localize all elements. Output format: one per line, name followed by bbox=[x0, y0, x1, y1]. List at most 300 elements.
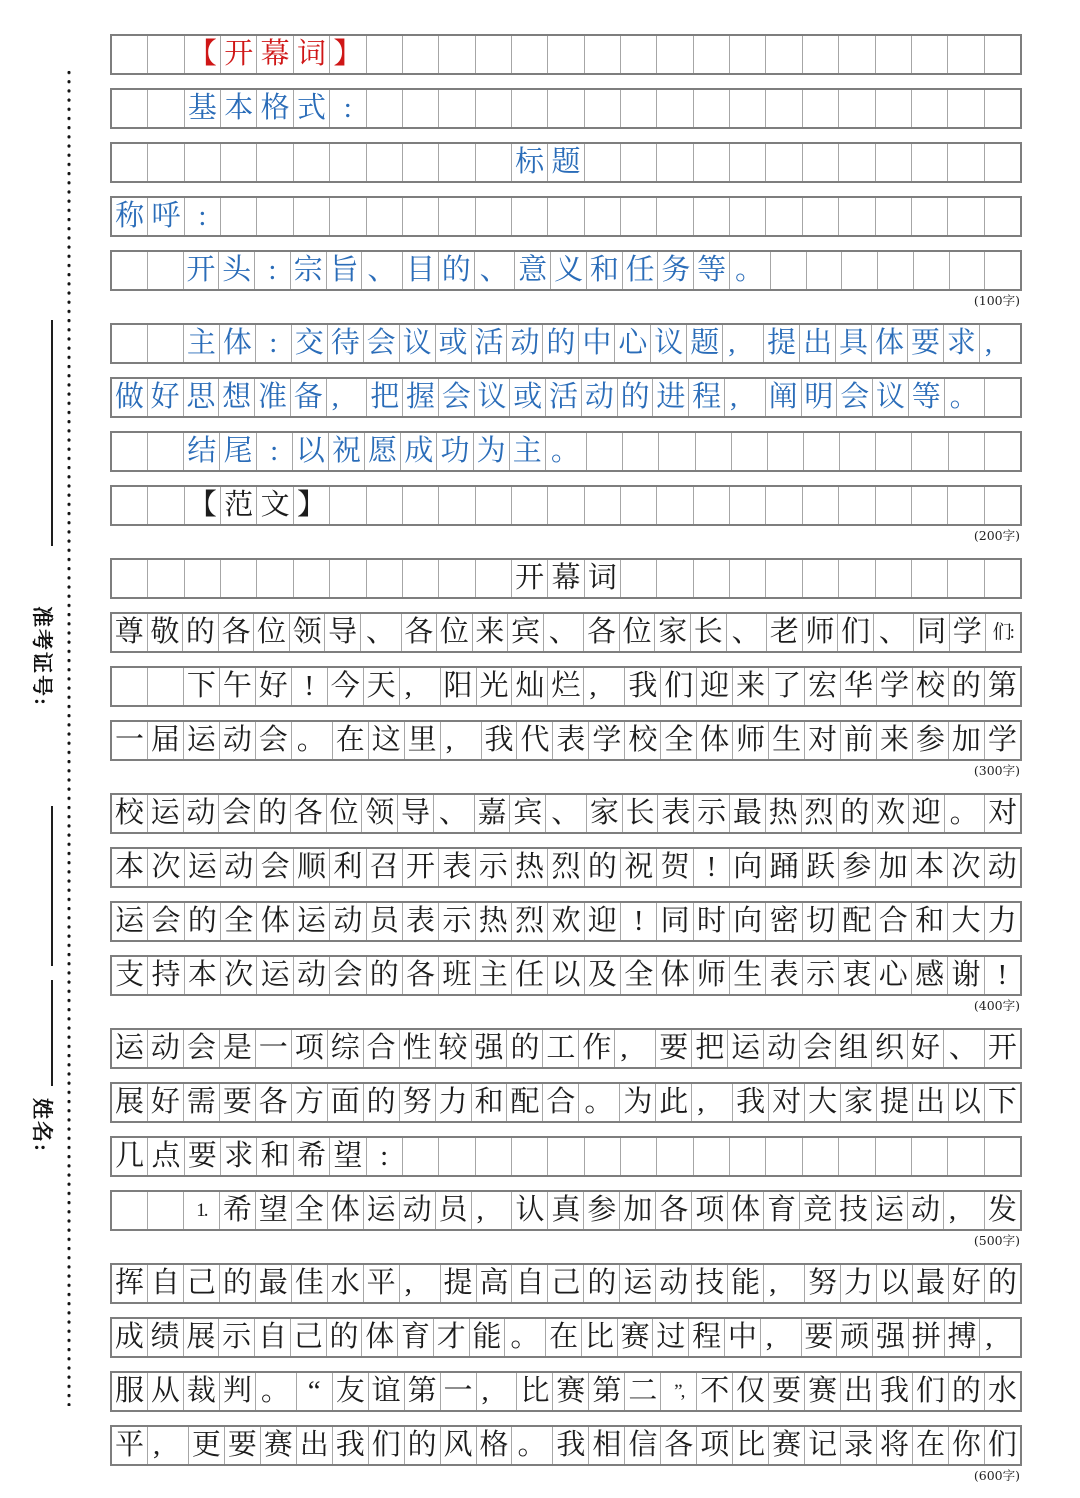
handwritten-character: 目 bbox=[406, 254, 436, 286]
grid-cell bbox=[588, 1373, 624, 1410]
handwritten-character: 迎 bbox=[587, 905, 617, 937]
handwritten-character: 把 bbox=[695, 1032, 725, 1064]
word-count-marker: (200字) bbox=[973, 528, 1020, 543]
word-count-marker: (500字) bbox=[973, 1233, 1020, 1248]
grid-cell bbox=[293, 903, 329, 940]
handwritten-character: 判 bbox=[222, 1375, 252, 1407]
grid-cell bbox=[801, 1319, 837, 1356]
handwritten-character: 好 bbox=[951, 1267, 981, 1299]
grid-cell bbox=[944, 1319, 980, 1356]
grid-cell bbox=[656, 90, 692, 127]
grid-cell bbox=[147, 795, 183, 832]
grid-cell bbox=[404, 722, 440, 759]
handwritten-character: 第 bbox=[592, 1375, 622, 1407]
grid-cell bbox=[545, 433, 586, 470]
grid-cell bbox=[652, 379, 688, 416]
grid-cell bbox=[112, 252, 147, 289]
grid-cell bbox=[765, 849, 801, 886]
grid-cell bbox=[112, 1192, 147, 1229]
handwritten-character: 平 bbox=[114, 1429, 144, 1461]
handwritten-character: 展 bbox=[186, 1321, 216, 1353]
handwritten-character: 工 bbox=[546, 1032, 576, 1064]
handwritten-character: 代 bbox=[520, 724, 550, 756]
grid-cell bbox=[984, 487, 1020, 524]
grid-cell bbox=[552, 1427, 588, 1464]
grid-cell bbox=[256, 487, 292, 524]
handwritten-character: 式 bbox=[296, 92, 326, 124]
grid-row bbox=[110, 142, 1022, 183]
grid-cell bbox=[839, 433, 875, 470]
grid-cell bbox=[219, 1084, 255, 1121]
handwritten-character: 以 bbox=[879, 1267, 909, 1299]
grid-cell bbox=[693, 957, 729, 994]
handwritten-character: 裁 bbox=[186, 1375, 216, 1407]
grid-cell bbox=[802, 487, 838, 524]
grid-cell bbox=[506, 1084, 542, 1121]
handwritten-character: 几 bbox=[115, 1140, 145, 1172]
grid-cell bbox=[511, 957, 547, 994]
grid-cell bbox=[912, 1084, 948, 1121]
handwritten-character: 提 bbox=[767, 327, 797, 359]
handwritten-character: 明 bbox=[804, 381, 834, 413]
grid-cell bbox=[765, 36, 801, 73]
grid-cell bbox=[695, 433, 731, 470]
handwritten-character: 、 bbox=[731, 616, 761, 648]
grid-cell bbox=[329, 144, 365, 181]
handwritten-character: 热 bbox=[768, 797, 798, 829]
grid-cell bbox=[875, 36, 911, 73]
handwritten-character: 师 bbox=[736, 724, 766, 756]
handwritten-character: 及 bbox=[587, 959, 617, 991]
handwritten-character: 要 bbox=[187, 1140, 217, 1172]
handwritten-character: 和 bbox=[589, 254, 619, 286]
grid-cell bbox=[368, 722, 404, 759]
handwritten-character: 配 bbox=[510, 1086, 540, 1118]
grid-cell bbox=[366, 849, 402, 886]
handwritten-character: 加 bbox=[878, 851, 908, 883]
handwritten-character: 任 bbox=[625, 254, 655, 286]
handwritten-character: 跃 bbox=[806, 851, 836, 883]
handwritten-character: 合 bbox=[546, 1086, 576, 1118]
handwritten-character: 体 bbox=[222, 327, 252, 359]
handwritten-character: 开 bbox=[987, 1032, 1017, 1064]
handwritten-character: 出 bbox=[844, 1375, 874, 1407]
grid-cell bbox=[876, 668, 912, 705]
grid-cell bbox=[511, 198, 547, 235]
handwritten-character: 第 bbox=[407, 1375, 437, 1407]
grid-cell bbox=[475, 1138, 511, 1175]
grid-cell bbox=[838, 903, 874, 940]
handwritten-character: 全 bbox=[294, 1194, 324, 1226]
grid-cell bbox=[363, 1192, 399, 1229]
handwritten-character: 幕 bbox=[260, 38, 290, 70]
handwritten-character: 成 bbox=[404, 435, 434, 467]
grid-cell bbox=[471, 1192, 512, 1229]
grid-cell bbox=[256, 198, 292, 235]
grid-cell bbox=[255, 325, 291, 362]
grid-cell bbox=[660, 1373, 696, 1410]
grid-row bbox=[110, 1371, 1022, 1412]
grid-cell bbox=[438, 252, 474, 289]
grid-cell bbox=[291, 1265, 327, 1302]
grid-cell bbox=[907, 325, 943, 362]
grid-row bbox=[110, 88, 1022, 129]
handwritten-character: 动 bbox=[296, 959, 326, 991]
handwritten-character: 欢 bbox=[875, 797, 905, 829]
grid-cell bbox=[542, 1030, 578, 1067]
handwritten-character: 体 bbox=[660, 959, 690, 991]
handwritten-character: 学 bbox=[952, 616, 982, 648]
handwritten-character: 愿 bbox=[368, 435, 398, 467]
handwritten-character: 范 bbox=[224, 489, 254, 521]
handwritten-character: 议 bbox=[477, 381, 507, 413]
handwritten-character: 。 bbox=[296, 724, 326, 756]
grid-cell bbox=[985, 614, 1021, 651]
grid-cell bbox=[361, 252, 402, 289]
handwritten-character: 佳 bbox=[294, 1267, 324, 1299]
grid-cell bbox=[183, 379, 219, 416]
handwritten-character: 动 bbox=[767, 1032, 797, 1064]
handwritten-character: 交 bbox=[294, 327, 324, 359]
handwritten-character: 为 bbox=[623, 1086, 653, 1118]
grid-row bbox=[110, 558, 1022, 599]
handwritten-character: ! bbox=[997, 959, 1008, 991]
handwritten-character: 运 bbox=[260, 959, 290, 991]
handwritten-character: 热 bbox=[478, 905, 508, 937]
grid-cell bbox=[835, 325, 871, 362]
grid-cell bbox=[147, 252, 183, 289]
grid-cell bbox=[806, 252, 842, 289]
grid-cell bbox=[875, 487, 911, 524]
handwritten-character: 头 bbox=[222, 254, 252, 286]
grid-cell bbox=[218, 379, 254, 416]
grid-cell bbox=[984, 1030, 1020, 1067]
handwritten-character: 搏 bbox=[947, 1321, 977, 1353]
grid-cell bbox=[326, 252, 362, 289]
handwritten-character: 或 bbox=[438, 327, 468, 359]
handwritten-character: 程 bbox=[692, 381, 722, 413]
grid-cell bbox=[586, 252, 622, 289]
handwritten-character: 要 bbox=[772, 1375, 802, 1407]
name-blank-line bbox=[51, 980, 53, 1086]
grid-cell bbox=[871, 1030, 907, 1067]
grid-cell bbox=[481, 722, 517, 759]
word-count-marker: (300字) bbox=[973, 763, 1020, 778]
grid-cell bbox=[255, 1030, 291, 1067]
grid-cell bbox=[112, 560, 147, 597]
grid-row bbox=[110, 847, 1022, 888]
grid-cell bbox=[656, 560, 692, 597]
handwritten-character: 己 bbox=[293, 1321, 323, 1353]
handwritten-character: 里 bbox=[407, 724, 437, 756]
grid-cell bbox=[184, 1138, 220, 1175]
grid-cell bbox=[948, 1373, 984, 1410]
grid-cell bbox=[835, 1192, 871, 1229]
handwritten-character: 导 bbox=[328, 616, 358, 648]
grid-cell bbox=[620, 1138, 656, 1175]
handwritten-character: 幕 bbox=[551, 562, 581, 594]
handwritten-character: 好 bbox=[910, 1032, 940, 1064]
handwritten-character: “ bbox=[307, 1375, 321, 1407]
grid-cell bbox=[912, 1265, 948, 1302]
handwritten-character: 欢 bbox=[551, 905, 581, 937]
handwritten-character: 面 bbox=[330, 1086, 360, 1118]
grid-cell bbox=[112, 36, 147, 73]
handwritten-character: 赛 bbox=[620, 1321, 650, 1353]
handwritten-character: 出 bbox=[299, 1429, 329, 1461]
grid-cell bbox=[112, 1030, 147, 1067]
grid-cell bbox=[183, 1265, 219, 1302]
grid-cell bbox=[147, 560, 183, 597]
handwritten-character: 的 bbox=[951, 1375, 981, 1407]
handwritten-character: 各 bbox=[664, 1429, 694, 1461]
handwritten-character: 自 bbox=[150, 1267, 180, 1299]
handwritten-character: 学 bbox=[879, 670, 909, 702]
grid-cell bbox=[402, 90, 438, 127]
grid-cell bbox=[402, 252, 438, 289]
grid-cell bbox=[218, 1319, 254, 1356]
grid-cell bbox=[404, 1427, 440, 1464]
grid-cell bbox=[112, 903, 147, 940]
grid-cell bbox=[984, 849, 1020, 886]
handwritten-character: 们: bbox=[992, 622, 1013, 643]
grid-cell bbox=[722, 325, 763, 362]
handwritten-character: 的 bbox=[407, 1429, 437, 1461]
handwritten-character: 待 bbox=[330, 327, 360, 359]
handwritten-character: 务 bbox=[661, 254, 691, 286]
grid-row bbox=[110, 666, 1022, 707]
handwritten-character: 中 bbox=[727, 1321, 757, 1353]
grid-cell bbox=[506, 1030, 542, 1067]
handwritten-character: 次 bbox=[151, 851, 181, 883]
grid-cell bbox=[184, 849, 220, 886]
handwritten-character: 水 bbox=[330, 1267, 360, 1299]
grid-cell bbox=[112, 487, 147, 524]
grid-cell bbox=[802, 1138, 838, 1175]
grid-cell bbox=[293, 487, 329, 524]
grid-cell bbox=[332, 1373, 368, 1410]
handwritten-character: 宾 bbox=[513, 797, 543, 829]
handwritten-character: 会 bbox=[441, 381, 471, 413]
handwritten-character: 动 bbox=[402, 1194, 432, 1226]
grid-row bbox=[110, 793, 1022, 834]
handwritten-character: 灿 bbox=[515, 670, 545, 702]
grid-cell bbox=[802, 144, 838, 181]
grid-cell bbox=[732, 668, 768, 705]
handwritten-character: 呼 bbox=[151, 200, 181, 232]
grid-cell bbox=[435, 1084, 471, 1121]
handwritten-character: 准 bbox=[257, 381, 287, 413]
handwritten-character: 师 bbox=[696, 959, 726, 991]
handwritten-character: 迎 bbox=[700, 670, 730, 702]
handwritten-character: 生 bbox=[733, 959, 763, 991]
handwritten-character: 提 bbox=[443, 1267, 473, 1299]
handwritten-character: 主 bbox=[512, 435, 542, 467]
grid-cell bbox=[256, 36, 292, 73]
handwritten-character: 们 bbox=[841, 616, 871, 648]
handwritten-character: 开 bbox=[224, 38, 254, 70]
grid-cell bbox=[329, 903, 365, 940]
handwritten-character: 比 bbox=[520, 1375, 550, 1407]
grid-cell bbox=[471, 325, 507, 362]
handwritten-character: 同 bbox=[660, 905, 690, 937]
handwritten-character: 方 bbox=[294, 1086, 324, 1118]
handwritten-character: 称 bbox=[115, 200, 145, 232]
grid-cell bbox=[836, 1319, 872, 1356]
handwritten-character: 的 bbox=[546, 327, 576, 359]
handwritten-character: 强 bbox=[875, 1321, 905, 1353]
grid-cell bbox=[147, 1427, 188, 1464]
grid-cell bbox=[404, 1373, 440, 1410]
grid-cell bbox=[438, 379, 474, 416]
handwritten-character: 示 bbox=[806, 959, 836, 991]
grid-cell bbox=[220, 36, 256, 73]
name-label: 姓名: bbox=[30, 1098, 54, 1153]
handwritten-character: 运 bbox=[366, 1194, 396, 1226]
grid-cell bbox=[614, 325, 650, 362]
grid-cell bbox=[654, 614, 690, 651]
handwritten-character: 求 bbox=[946, 327, 976, 359]
handwritten-character: 。 bbox=[517, 1429, 547, 1461]
handwritten-character: 。 bbox=[260, 1375, 290, 1407]
handwritten-character: , bbox=[697, 1086, 705, 1118]
grid-cell bbox=[912, 668, 948, 705]
grid-cell bbox=[984, 252, 1020, 289]
handwritten-character: 努 bbox=[402, 1086, 432, 1118]
grid-cell bbox=[693, 849, 729, 886]
handwritten-character: 了 bbox=[772, 670, 802, 702]
grid-cell bbox=[296, 1373, 332, 1410]
grid-cell bbox=[804, 1084, 840, 1121]
handwritten-character: 时 bbox=[696, 905, 726, 937]
handwritten-character: 烈 bbox=[551, 851, 581, 883]
grid-cell bbox=[291, 1084, 327, 1121]
grid-cell bbox=[547, 90, 583, 127]
grid-cell bbox=[693, 487, 729, 524]
handwritten-character: 需 bbox=[186, 1086, 216, 1118]
grid-cell bbox=[254, 252, 290, 289]
grid-cell bbox=[984, 36, 1020, 73]
grid-cell bbox=[435, 1030, 471, 1067]
handwritten-character: 学 bbox=[592, 724, 622, 756]
grid-cell bbox=[511, 849, 547, 886]
handwritten-character: 前 bbox=[844, 724, 874, 756]
grid-cell bbox=[907, 1030, 943, 1067]
grid-row bbox=[110, 250, 1022, 291]
grid-cell bbox=[586, 795, 622, 832]
grid-cell bbox=[219, 1192, 255, 1229]
handwritten-character: 真 bbox=[551, 1194, 581, 1226]
grid-cell bbox=[656, 487, 692, 524]
grid-cell bbox=[731, 433, 767, 470]
handwritten-character: 展 bbox=[114, 1086, 144, 1118]
grid-row bbox=[110, 1317, 1022, 1358]
grid-cell bbox=[438, 560, 474, 597]
grid-cell bbox=[402, 487, 438, 524]
grid-cell bbox=[219, 1265, 255, 1302]
grid-cell bbox=[112, 1319, 147, 1356]
grid-cell bbox=[183, 1030, 219, 1067]
grid-cell bbox=[327, 1084, 363, 1121]
handwritten-character: 能 bbox=[472, 1321, 502, 1353]
handwritten-character: 各 bbox=[221, 616, 251, 648]
grid-cell bbox=[620, 957, 656, 994]
handwritten-character: 阳 bbox=[443, 670, 473, 702]
grid-cell bbox=[979, 1319, 1020, 1356]
grid-row bbox=[110, 485, 1022, 526]
handwritten-character: 希 bbox=[222, 1194, 252, 1226]
handwritten-character: 自 bbox=[257, 1321, 287, 1353]
grid-cell bbox=[911, 957, 947, 994]
grid-cell bbox=[438, 90, 474, 127]
grid-cell bbox=[256, 903, 292, 940]
grid-cell bbox=[584, 144, 620, 181]
grid-cell bbox=[947, 849, 983, 886]
grid-cell bbox=[112, 957, 147, 994]
grid-cell bbox=[693, 90, 729, 127]
grid-cell bbox=[584, 957, 620, 994]
handwritten-character: 祝 bbox=[624, 851, 654, 883]
grid-cell bbox=[291, 1030, 327, 1067]
handwritten-character: 思 bbox=[186, 381, 216, 413]
handwritten-character: 记 bbox=[808, 1429, 838, 1461]
handwritten-character: 运 bbox=[731, 1032, 761, 1064]
grid-row bbox=[110, 1082, 1022, 1123]
grid-cell bbox=[475, 903, 511, 940]
grid-cell bbox=[984, 1084, 1020, 1121]
grid-cell bbox=[183, 668, 219, 705]
grid-cell bbox=[511, 668, 547, 705]
grid-cell bbox=[183, 795, 219, 832]
grid-cell bbox=[402, 36, 438, 73]
grid-cell bbox=[948, 433, 984, 470]
handwritten-character: 动 bbox=[910, 1194, 940, 1226]
grid-cell bbox=[327, 1192, 363, 1229]
grid-cell bbox=[147, 849, 183, 886]
handwritten-character: 利 bbox=[333, 851, 363, 883]
handwritten-character: 动 bbox=[186, 797, 216, 829]
handwritten-character: 生 bbox=[772, 724, 802, 756]
grid-cell bbox=[657, 795, 693, 832]
grid-cell bbox=[691, 1192, 727, 1229]
grid-cell bbox=[291, 668, 327, 705]
grid-cell bbox=[438, 487, 474, 524]
grid-cell bbox=[184, 957, 220, 994]
grid-cell bbox=[220, 957, 256, 994]
handwritten-character: 运 bbox=[296, 905, 326, 937]
grid-cell bbox=[112, 795, 147, 832]
grid-row bbox=[110, 1263, 1022, 1304]
grid-cell bbox=[984, 722, 1020, 759]
grid-cell bbox=[332, 722, 368, 759]
grid-cell bbox=[802, 198, 838, 235]
handwritten-character: 希 bbox=[296, 1140, 326, 1172]
grid-cell bbox=[399, 1192, 435, 1229]
grid-cell bbox=[729, 560, 765, 597]
handwritten-character: 长 bbox=[693, 616, 723, 648]
handwritten-character: 谢 bbox=[951, 959, 981, 991]
handwritten-character: 我 bbox=[556, 1429, 586, 1461]
handwritten-character: 导 bbox=[401, 797, 431, 829]
grid-cell bbox=[256, 957, 292, 994]
grid-cell bbox=[944, 379, 985, 416]
grid-cell bbox=[327, 325, 363, 362]
grid-cell bbox=[112, 668, 147, 705]
handwritten-character: 最 bbox=[732, 797, 762, 829]
grid-cell bbox=[329, 90, 365, 127]
grid-cell bbox=[583, 668, 624, 705]
grid-cell bbox=[147, 1030, 183, 1067]
